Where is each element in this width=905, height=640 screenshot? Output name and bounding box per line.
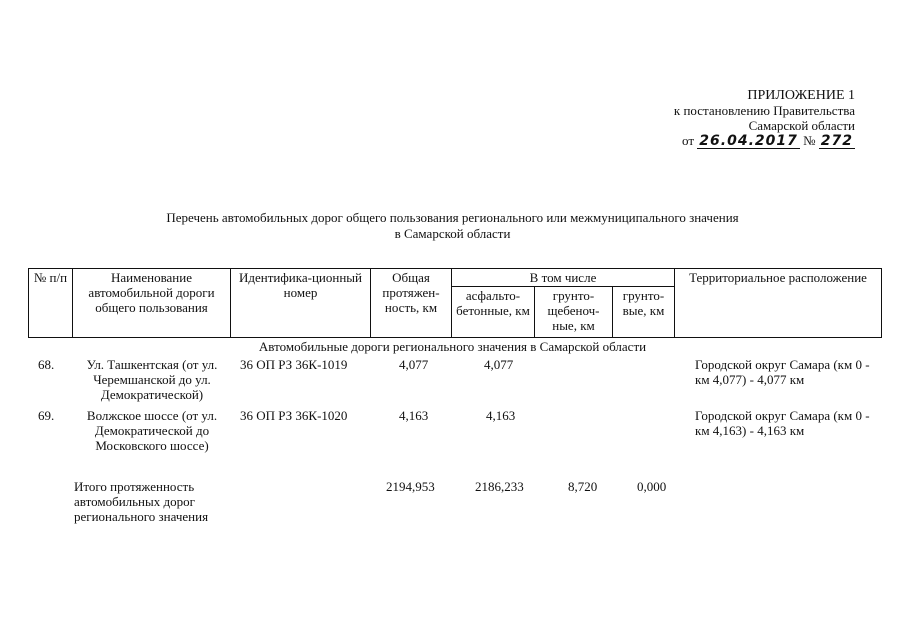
totals-gravel: 8,720 <box>568 479 598 494</box>
header-road-name: Наименование автомобильной дороги общего пользования <box>73 269 231 338</box>
row-68-identifier: 36 ОП РЗ 36К-1019 <box>240 357 348 372</box>
header-identifier: Идентифика-ционный номер <box>231 269 371 338</box>
row-69-identifier: 36 ОП РЗ 36К-1020 <box>240 408 348 423</box>
header-num: № п/п <box>29 269 73 338</box>
header-total-length: Общая протяжен-ность, км <box>371 269 452 338</box>
number-label: № <box>803 133 816 148</box>
appendix-header <box>674 88 855 149</box>
row-68-asphalt: 4,077 <box>484 357 514 372</box>
row-69-num: 69. <box>38 408 55 423</box>
totals-asphalt: 2186,233 <box>475 479 524 494</box>
section-title: Автомобильные дороги регионального значения в Самарской области <box>258 339 647 354</box>
appendix-line1: к постановлению Правительства <box>673 103 855 118</box>
row-69-name: Волжское шоссе (от ул. Демократической до Московского шоссе) <box>86 408 218 453</box>
header-dirt: грунто-вые, км <box>613 287 675 338</box>
appendix-line2: Самарской области <box>748 118 855 133</box>
decree-date-line <box>674 133 855 149</box>
row-69-asphalt: 4,163 <box>486 408 516 423</box>
document-title-line1: Перечень автомобильных дорог общего пользования регионального или межмуниципального значения <box>166 210 739 225</box>
row-68-total: 4,077 <box>399 357 429 372</box>
appendix-title: ПРИЛОЖЕНИЕ 1 <box>747 88 855 103</box>
row-68-num: 68. <box>38 357 55 372</box>
decree-date: 26.04.2017 <box>699 133 798 149</box>
header-gravel: грунто-щебеноч-ные, км <box>535 287 613 338</box>
row-68-location: Городской округ Самара (км 0 - км 4,077) - 4,077 км <box>695 357 870 387</box>
header-including: В том числе <box>452 269 675 287</box>
totals-dirt: 0,000 <box>637 479 667 494</box>
row-68-name: Ул. Ташкентская (от ул. Черемшанской до ул. Демократической) <box>86 357 218 402</box>
row-69-location: Городской округ Самара (км 0 - км 4,163) - 4,163 км <box>695 408 870 438</box>
totals-label: Итого протяженность автомобильных дорог регионального значения <box>74 479 209 524</box>
document-title-line2: в Самарской области <box>394 226 511 241</box>
decree-number: 272 <box>820 133 853 149</box>
row-69-total: 4,163 <box>399 408 429 423</box>
header-location: Территориальное расположение <box>675 269 882 338</box>
roads-table-header <box>28 268 882 338</box>
totals-total: 2194,953 <box>386 479 435 494</box>
header-asphalt: асфальто-бетонные, км <box>452 287 535 338</box>
document-title <box>0 210 905 242</box>
from-label: от <box>682 133 695 148</box>
